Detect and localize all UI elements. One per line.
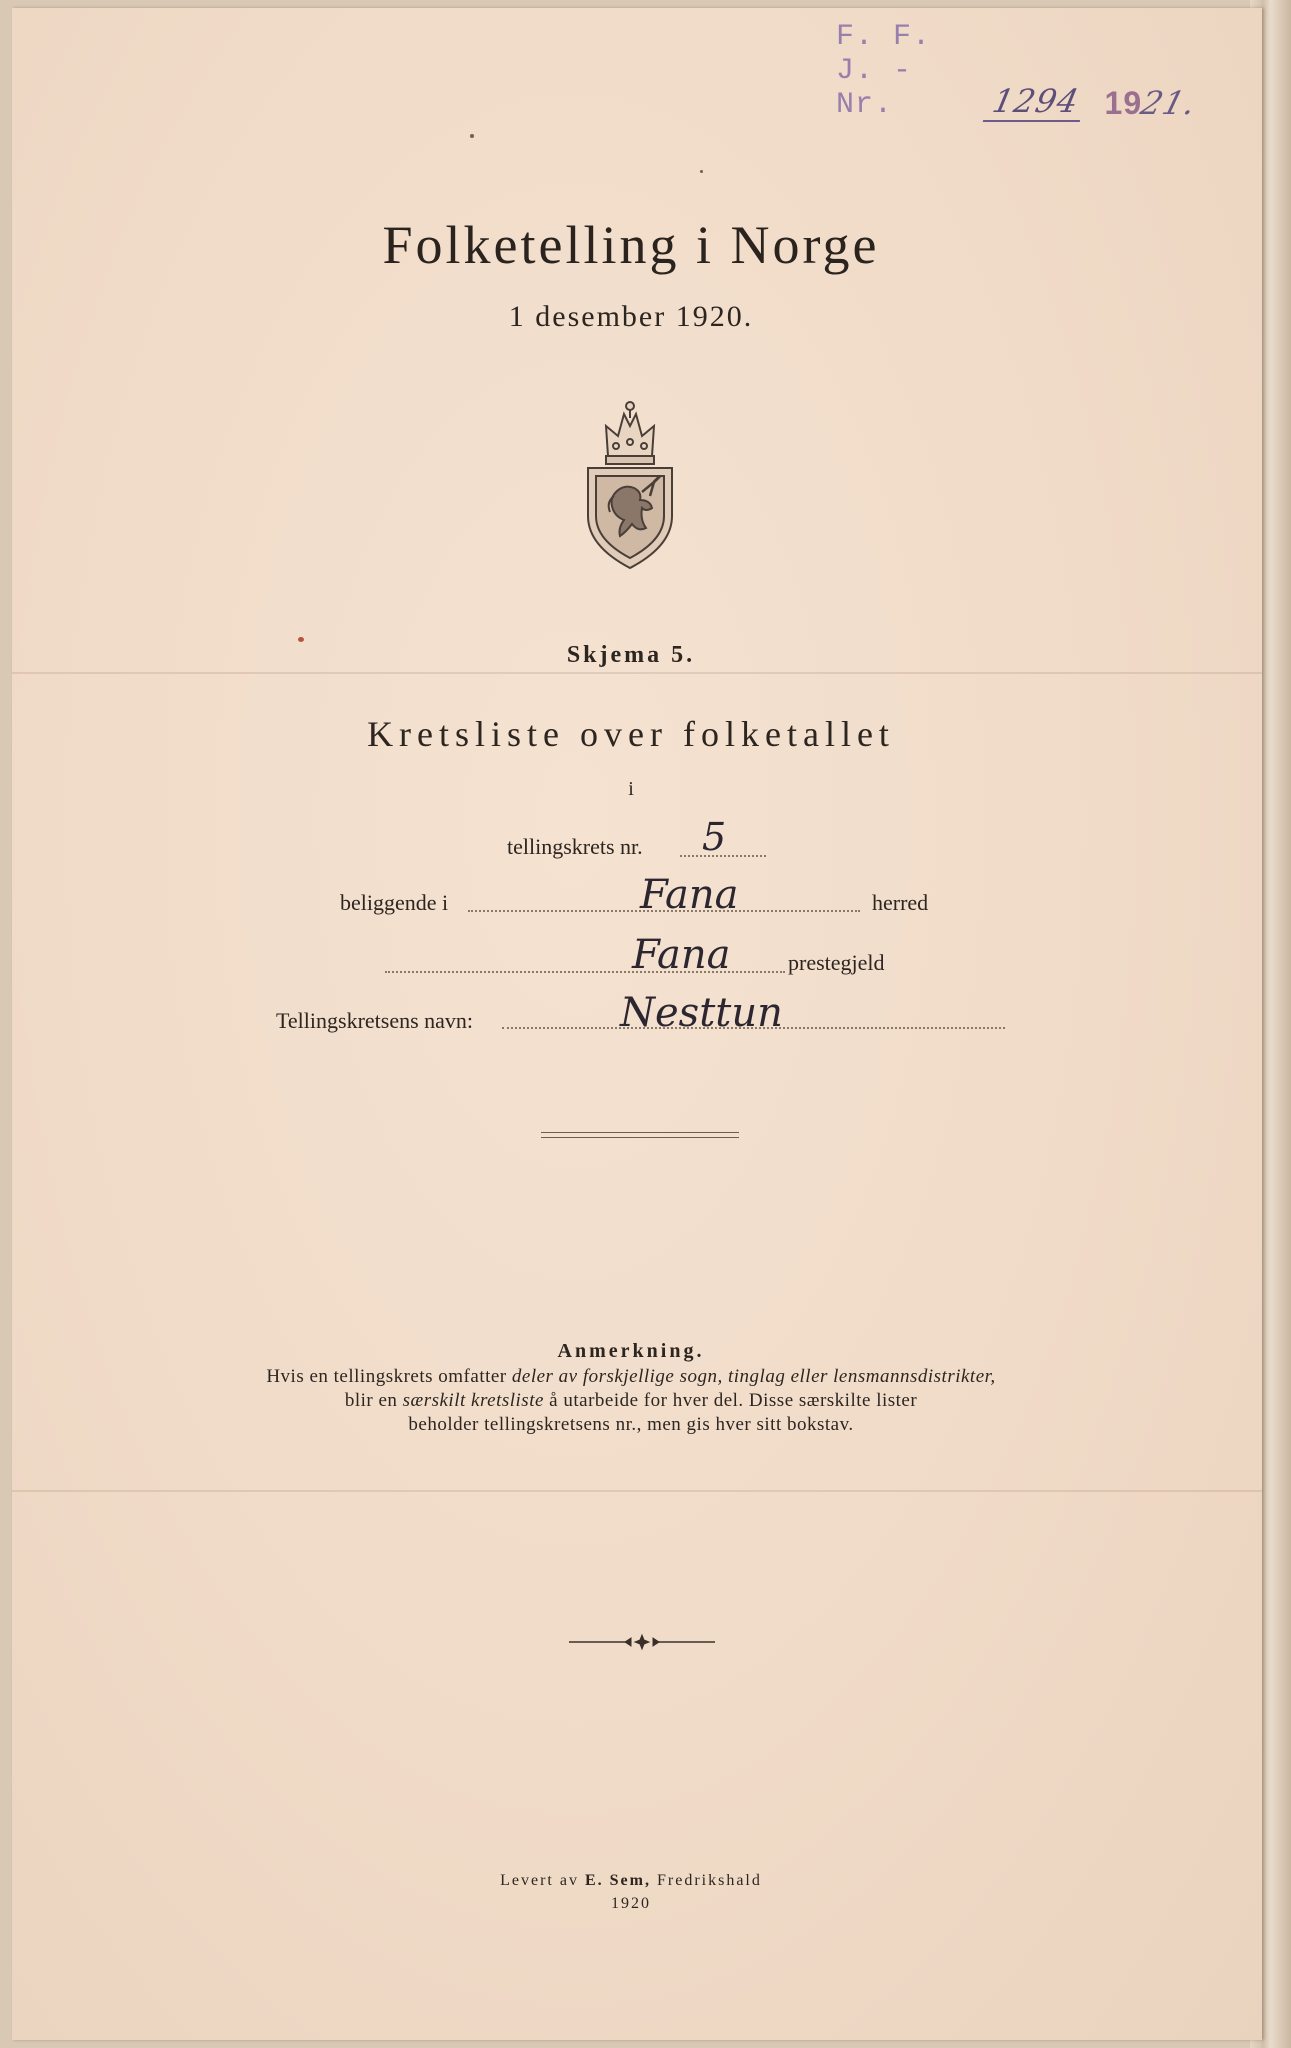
printer-credit bbox=[0, 1872, 1262, 1890]
stamp-year-handwritten: 21. bbox=[1137, 84, 1202, 122]
ornament-divider bbox=[567, 1632, 717, 1652]
document-subtitle: Kretsliste over folketallet bbox=[367, 714, 895, 754]
note-line-2-text-a: blir en bbox=[344, 1390, 403, 1411]
underlying-sheet-edge-outer bbox=[1262, 0, 1291, 2048]
divider-rule bbox=[541, 1132, 739, 1138]
printer-prefix: Levert av bbox=[500, 1872, 585, 1889]
herred-value: Fana bbox=[640, 872, 739, 918]
note-line-2-emphasis: særskilt kretsliste bbox=[402, 1390, 544, 1411]
norway-coat-of-arms-icon bbox=[580, 396, 680, 571]
archive-stamp bbox=[836, 20, 1202, 122]
preposition-i: i bbox=[628, 778, 634, 800]
printer-year: 1920 bbox=[611, 1895, 651, 1912]
prestegjeld-label: prestegjeld bbox=[788, 950, 885, 975]
note-line-2-text-b: å utarbeide for hver del. Disse særskilte lister bbox=[543, 1390, 918, 1411]
stamp-number: 1294 bbox=[983, 82, 1089, 122]
krets-name-label: Tellingskretsens navn: bbox=[276, 1008, 474, 1033]
note-line-2 bbox=[0, 1390, 1262, 1412]
stamp-prefix: F. F. J. - Nr. bbox=[836, 20, 932, 122]
note-line-1-text: Hvis en tellingskrets omfatter bbox=[266, 1366, 512, 1387]
prestegjeld-value: Fana bbox=[632, 932, 731, 978]
note-line-1-emphasis: deler av forskjellige sogn, tinglag eller lensmannsdistrikter, bbox=[511, 1366, 996, 1387]
printer-place: Fredrikshald bbox=[650, 1872, 762, 1889]
herred-label: herred bbox=[872, 890, 929, 915]
note-line-3: beholder tellingskretsens nr., men gis hver sitt bokstav. bbox=[408, 1414, 854, 1435]
note-line-1 bbox=[0, 1366, 1262, 1388]
document-date: 1 desember 1920. bbox=[508, 300, 754, 333]
printer-name: E. Sem, bbox=[584, 1872, 651, 1889]
beliggende-label: beliggende i bbox=[340, 890, 449, 915]
krets-number-value: 5 bbox=[702, 815, 727, 859]
krets-name-value: Nesttun bbox=[620, 990, 783, 1036]
schema-number: Skjema 5. bbox=[566, 642, 696, 668]
document-title: Folketelling i Norge bbox=[382, 215, 880, 275]
fold-line bbox=[12, 672, 1262, 674]
note-heading: Anmerkning. bbox=[557, 1340, 705, 1362]
ink-speck bbox=[470, 134, 474, 138]
stamp-year-printed: 19 bbox=[1104, 85, 1143, 121]
krets-number-label: tellingskrets nr. bbox=[507, 834, 643, 859]
fold-line bbox=[12, 1490, 1262, 1492]
ink-speck bbox=[700, 170, 703, 173]
